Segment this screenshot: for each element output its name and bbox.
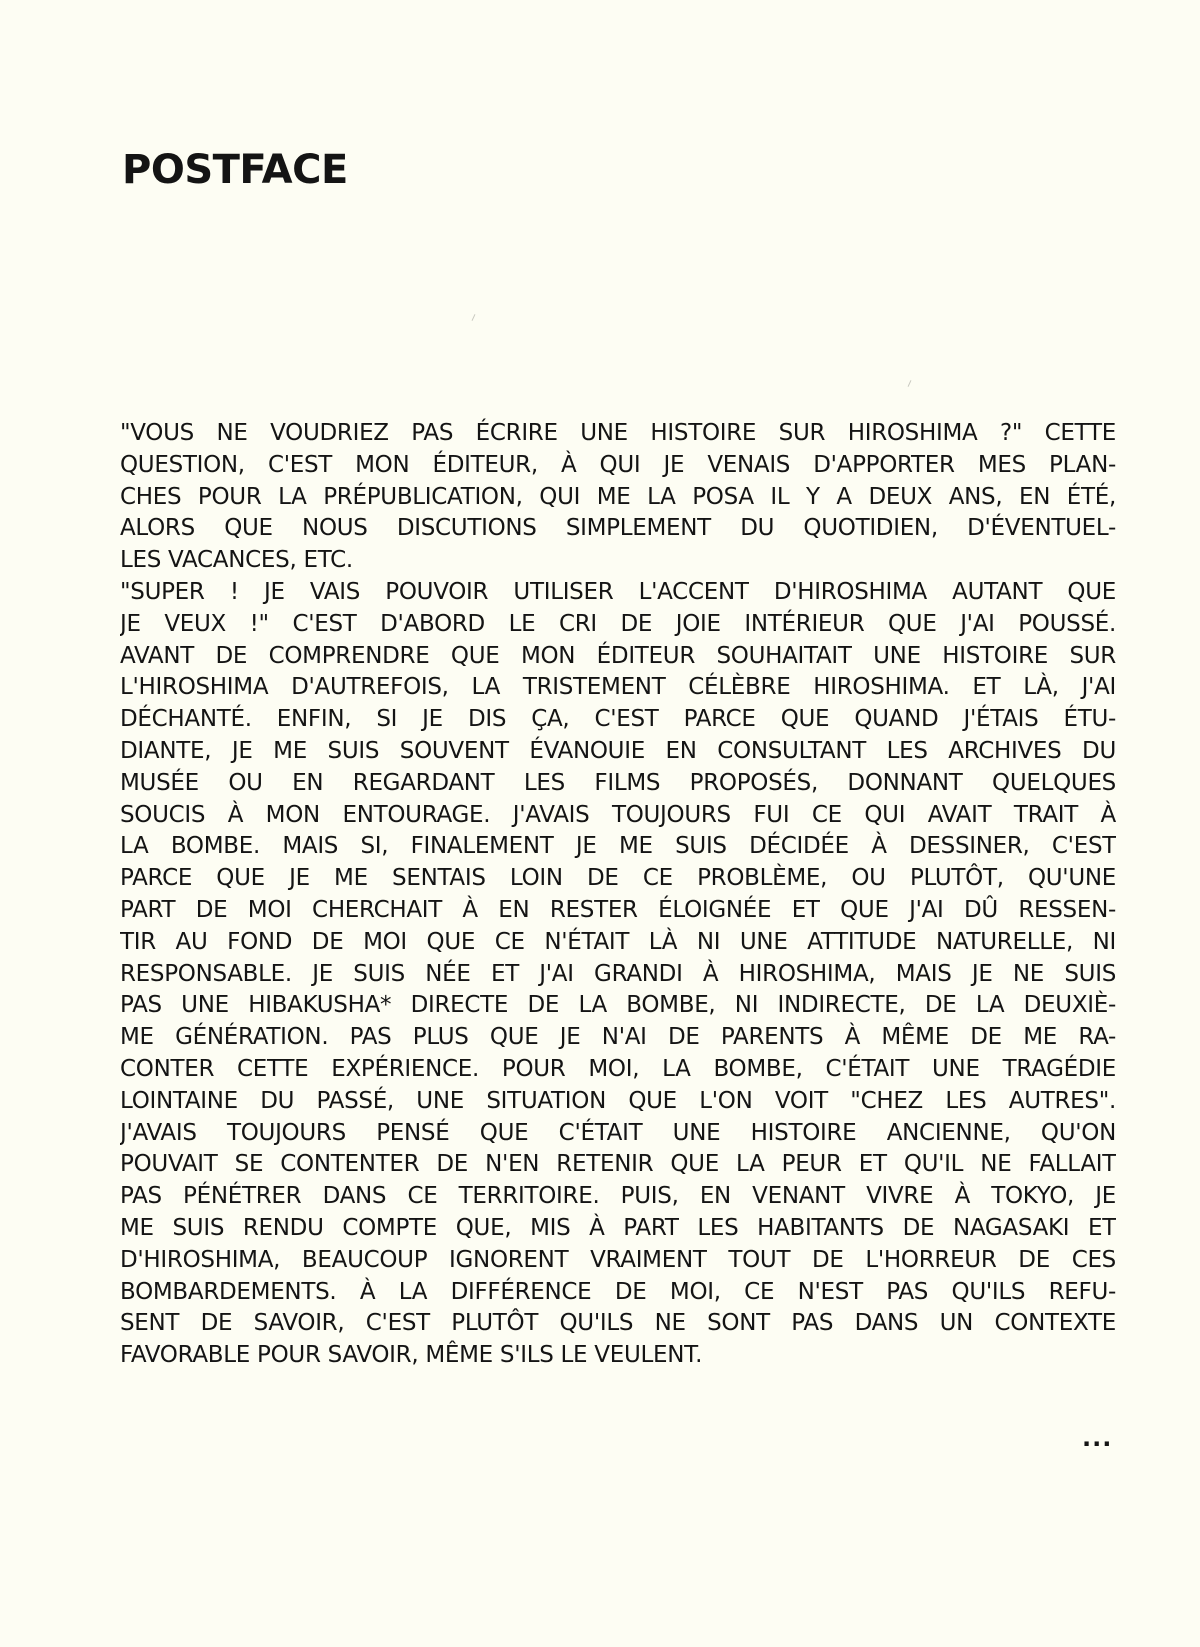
text-line: BOMBARDEMENTS. À LA DIFFÉRENCE DE MOI, CE N'EST PAS QU'ILS REFU-: [120, 1278, 1116, 1305]
text-line: LOINTAINE DU PASSÉ, UNE SITUATION QUE L'ON VOIT "CHEZ LES AUTRES".: [120, 1087, 1116, 1114]
text-line: PAS UNE HIBAKUSHA* DIRECTE DE LA BOMBE, NI INDIRECTE, DE LA DEUXIÈ-: [120, 992, 1116, 1019]
text-line: FAVORABLE POUR SAVOIR, MÊME S'ILS LE VEULENT.: [120, 1342, 703, 1369]
text-line: POUVAIT SE CONTENTER DE N'EN RETENIR QUE LA PEUR ET QU'IL NE FALLAIT: [120, 1151, 1116, 1178]
text-line: "SUPER ! JE VAIS POUVOIR UTILISER L'ACCENT D'HIROSHIMA AUTANT QUE: [120, 578, 1116, 605]
page-title: POSTFACE: [122, 147, 348, 193]
text-line: ALORS QUE NOUS DISCUTIONS SIMPLEMENT DU QUOTIDIEN, D'ÉVENTUEL-: [120, 515, 1116, 542]
text-line: TIR AU FOND DE MOI QUE CE N'ÉTAIT LÀ NI UNE ATTITUDE NATURELLE, NI: [120, 928, 1116, 955]
text-line: DÉCHANTÉ. ENFIN, SI JE DIS ÇA, C'EST PARCE QUE QUAND J'ÉTAIS ÉTU-: [120, 706, 1116, 733]
text-line: SENT DE SAVOIR, C'EST PLUTÔT QU'ILS NE SONT PAS DANS UN CONTEXTE: [120, 1310, 1116, 1337]
text-line: PART DE MOI CHERCHAIT À EN RESTER ÉLOIGNÉE ET QUE J'AI DÛ RESSEN-: [120, 896, 1116, 923]
text-line: ME SUIS RENDU COMPTE QUE, MIS À PART LES HABITANTS DE NAGASAKI ET: [120, 1214, 1116, 1241]
postface-body: [120, 418, 1116, 1372]
text-line: MUSÉE OU EN REGARDANT LES FILMS PROPOSÉS, DONNANT QUELQUES: [120, 769, 1116, 796]
text-line: CHES POUR LA PRÉPUBLICATION, QUI ME LA POSA IL Y A DEUX ANS, EN ÉTÉ,: [120, 483, 1116, 510]
text-line: RESPONSABLE. JE SUIS NÉE ET J'AI GRANDI À HIROSHIMA, MAIS JE NE SUIS: [120, 960, 1116, 987]
text-line: AVANT DE COMPRENDRE QUE MON ÉDITEUR SOUHAITAIT UNE HISTOIRE SUR: [120, 642, 1116, 669]
paper-speck: [472, 314, 476, 321]
text-line: ME GÉNÉRATION. PAS PLUS QUE JE N'AI DE PARENTS À MÊME DE ME RA-: [120, 1024, 1116, 1051]
text-line: LA BOMBE. MAIS SI, FINALEMENT JE ME SUIS DÉCIDÉE À DESSINER, C'EST: [120, 833, 1116, 860]
text-line: PARCE QUE JE ME SENTAIS LOIN DE CE PROBLÈME, OU PLUTÔT, QU'UNE: [120, 865, 1116, 892]
text-line: J'AVAIS TOUJOURS PENSÉ QUE C'ÉTAIT UNE HISTOIRE ANCIENNE, QU'ON: [120, 1119, 1116, 1146]
paragraph-1: [120, 418, 1116, 577]
text-line: LES VACANCES, ETC.: [120, 547, 353, 574]
text-line: SOUCIS À MON ENTOURAGE. J'AVAIS TOUJOURS FUI CE QUI AVAIT TRAIT À: [120, 801, 1116, 828]
text-line: D'HIROSHIMA, BEAUCOUP IGNORENT VRAIMENT TOUT DE L'HORREUR DE CES: [120, 1246, 1116, 1273]
text-line: DIANTE, JE ME SUIS SOUVENT ÉVANOUIE EN CONSULTANT LES ARCHIVES DU: [120, 737, 1116, 764]
paper-speck: [908, 380, 912, 387]
text-line: JE VEUX !" C'EST D'ABORD LE CRI DE JOIE INTÉRIEUR QUE J'AI POUSSÉ.: [120, 610, 1116, 637]
text-line: CONTER CETTE EXPÉRIENCE. POUR MOI, LA BOMBE, C'ÉTAIT UNE TRAGÉDIE: [120, 1055, 1116, 1082]
continuation-mark: ...: [1082, 1424, 1113, 1452]
text-line: "VOUS NE VOUDRIEZ PAS ÉCRIRE UNE HISTOIRE SUR HIROSHIMA ?" CETTE: [120, 420, 1116, 446]
text-line: QUESTION, C'EST MON ÉDITEUR, À QUI JE VENAIS D'APPORTER MES PLAN-: [120, 451, 1116, 478]
paragraph-2: [120, 577, 1116, 1372]
text-line: L'HIROSHIMA D'AUTREFOIS, LA TRISTEMENT CÉLÈBRE HIROSHIMA. ET LÀ, J'AI: [120, 674, 1116, 701]
text-line: PAS PÉNÉTRER DANS CE TERRITOIRE. PUIS, EN VENANT VIVRE À TOKYO, JE: [120, 1183, 1116, 1210]
